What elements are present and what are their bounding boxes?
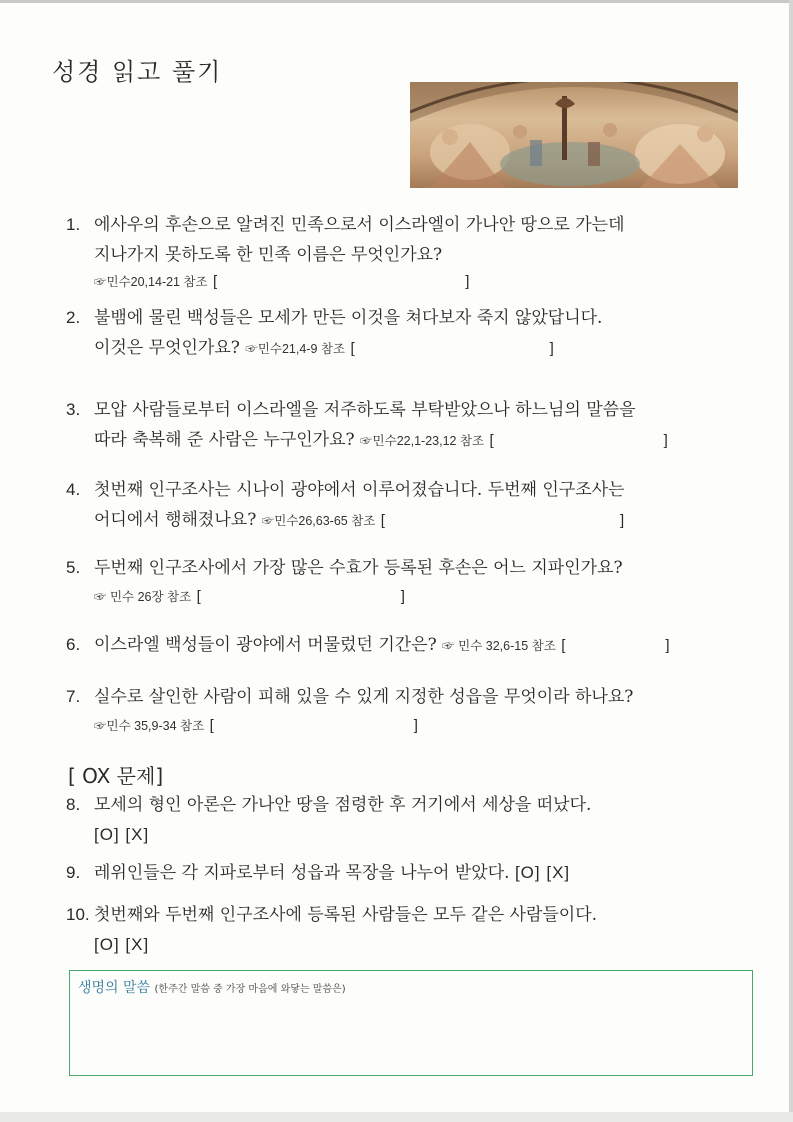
question-6	[66, 630, 670, 661]
answer-bracket-open: [	[350, 340, 355, 357]
reference-note: ☞ 민수 32,6-15 참조	[442, 639, 556, 653]
question-text-cont: 따라 축복해 준 사람은 누구인가요?	[94, 430, 355, 450]
question-2	[66, 303, 602, 364]
question-3	[66, 395, 668, 456]
answer-bracket-close: ]	[549, 340, 554, 357]
question-number: 2.	[66, 308, 81, 327]
answer-bracket-close: ]	[663, 432, 668, 449]
answer-bracket-close: ]	[619, 512, 625, 529]
question-7	[66, 682, 633, 739]
page-title: 성경 읽고 풀기	[52, 58, 223, 86]
question-text: 불뱀에 물린 백성들은 모세가 만든 이것을 쳐다보자 죽지 않았답니다.	[94, 308, 603, 328]
ox-question-10	[66, 900, 597, 960]
answer-bracket-close: ]	[465, 273, 470, 290]
question-number: 7.	[66, 687, 81, 706]
word-of-life-heading: 생명의 말씀	[78, 980, 151, 996]
word-of-life-subtitle: (한주간 말씀 중 가장 마음에 와닿는 말씀은)	[154, 984, 346, 995]
ox-question-8	[66, 790, 591, 850]
question-number: 1.	[66, 215, 81, 234]
reference-note: ☞민수21,4-9 참조	[245, 342, 346, 356]
question-text: 모세의 형인 아론은 가나안 땅을 점령한 후 거기에서 세상을 떠났다.	[94, 795, 592, 815]
ox-choices[interactable]: [O] [X]	[94, 935, 150, 954]
ox-question-9	[66, 858, 570, 888]
question-number: 3.	[66, 400, 81, 419]
answer-bracket-open: [	[209, 717, 214, 734]
ox-choices[interactable]: [O] [X]	[94, 825, 150, 844]
question-1	[66, 210, 625, 293]
question-text: 이스라엘 백성들이 광야에서 머물렀던 기간은?	[94, 635, 437, 655]
question-text: 두번째 인구조사에서 가장 많은 수효가 등록된 후손은 어느 지파인가요?	[94, 558, 623, 578]
reference-note: ☞민수26,63-65 참조	[261, 514, 376, 528]
reference-note: ☞민수 35,9-34 참조	[94, 719, 205, 733]
reference-note: ☞민수20,14-21 참조	[94, 275, 208, 289]
question-text: 모압 사람들로부터 이스라엘을 저주하도록 부탁받았으나 하느님의 말씀을	[94, 400, 636, 420]
scan-edge-right	[789, 0, 793, 1122]
answer-bracket-close: ]	[665, 637, 670, 654]
question-number: 6.	[66, 635, 81, 654]
answer-bracket-close: ]	[413, 717, 418, 734]
question-text: 첫번째 인구조사는 시나이 광야에서 이루어졌습니다. 두번째 인구조사는	[94, 480, 625, 500]
word-of-life-box[interactable]	[69, 970, 753, 1076]
scan-edge-top	[0, 0, 793, 3]
question-text: 실수로 살인한 사람이 피해 있을 수 있게 지정한 성읍을 무엇이라 하나요?	[94, 687, 634, 707]
question-text-cont: 지나가지 못하도록 한 민족 이름은 무엇인가요?	[94, 245, 443, 265]
question-text: 레위인들은 각 지파로부터 성읍과 목장을 나누어 받았다.	[94, 863, 510, 883]
reference-note: ☞민수22,1-23,12 참조	[360, 434, 485, 448]
question-4	[66, 475, 625, 536]
question-number: 4.	[66, 480, 81, 499]
question-number: 5.	[66, 558, 81, 577]
question-number: 10.	[66, 905, 90, 924]
answer-bracket-close: ]	[400, 588, 405, 605]
question-text-cont: 이것은 무엇인가요?	[94, 338, 240, 358]
question-text: 첫번째와 두번째 인구조사에 등록된 사람들은 모두 같은 사람들이다.	[94, 905, 598, 925]
word-of-life-title	[78, 977, 346, 997]
answer-bracket-open: [	[489, 432, 494, 449]
reference-note: ☞ 민수 26장 참조	[94, 590, 192, 604]
answer-bracket-open: [	[213, 273, 218, 290]
answer-bracket-open: [	[380, 512, 385, 529]
ox-choices[interactable]: [O] [X]	[514, 863, 571, 882]
question-text-cont: 어디에서 행해졌나요?	[94, 510, 257, 530]
fresco-image	[410, 82, 738, 188]
question-number: 8.	[66, 795, 81, 814]
scan-edge-bottom	[0, 1112, 793, 1122]
answer-bracket-open: [	[561, 637, 566, 654]
question-5	[66, 553, 623, 610]
ox-section-heading: [ OX 문제]	[68, 764, 164, 788]
question-number: 9.	[66, 863, 81, 882]
answer-bracket-open: [	[196, 588, 201, 605]
question-text: 에사우의 후손으로 알려진 민족으로서 이스라엘이 가나안 땅으로 가는데	[94, 215, 625, 235]
